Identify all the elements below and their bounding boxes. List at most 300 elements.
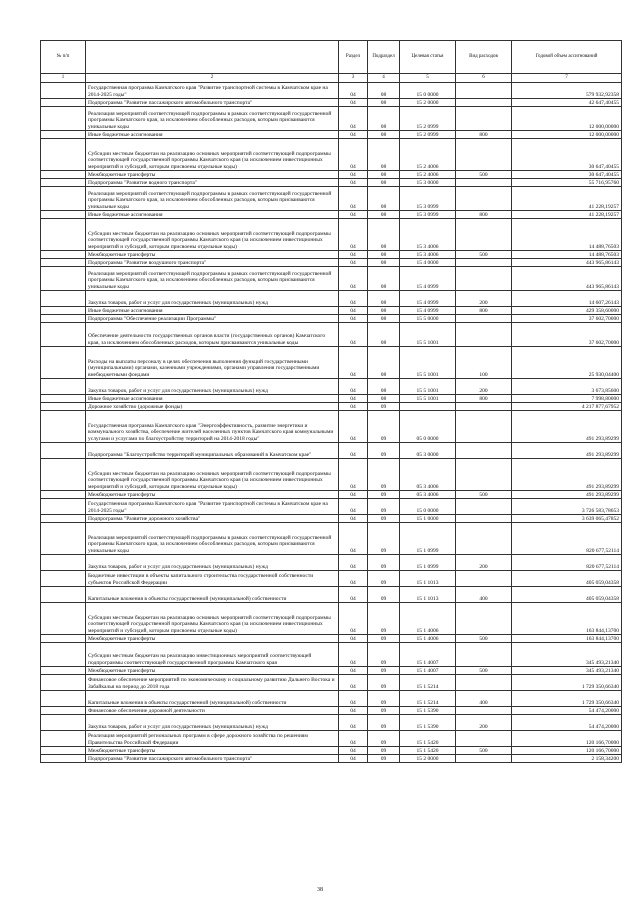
section-code: 04: [339, 83, 368, 99]
table-row: [41, 315, 622, 323]
row-number: [41, 523, 86, 555]
column-number: 2: [86, 74, 339, 83]
row-number: [41, 755, 86, 763]
target-item-code: 15 2 0000: [400, 99, 456, 107]
annual-amount: 3 673,85600: [512, 379, 622, 395]
row-number: [41, 587, 86, 603]
section-code: 04: [339, 323, 368, 347]
row-number: [41, 747, 86, 755]
section-code: 04: [339, 179, 368, 187]
annual-amount: 1 729 350,66340: [512, 691, 622, 707]
row-number: [41, 571, 86, 587]
target-item-code: 15 2 4006: [400, 171, 456, 179]
annual-amount: 491 293,89299: [512, 411, 622, 443]
subsection-code: 09: [368, 571, 400, 587]
annual-amount: 30 647,40455: [512, 139, 622, 171]
row-number: [41, 99, 86, 107]
table-row: [41, 635, 622, 643]
target-item-code: 15 2 0999: [400, 131, 456, 139]
expense-type-code: 200: [456, 555, 512, 571]
item-name: Межбюджетные трансферты: [86, 635, 339, 643]
budget-table: [40, 40, 622, 763]
item-name: Иные бюджетные ассигнования: [86, 307, 339, 315]
header-target-item: Целевая статья: [400, 41, 456, 74]
target-item-code: 15 5 1001: [400, 379, 456, 395]
item-name: Закупка товаров, работ и услуг для государственных (муниципальных) нужд: [86, 291, 339, 307]
expense-type-code: 400: [456, 691, 512, 707]
row-number: [41, 459, 86, 491]
expense-type-code: [456, 187, 512, 211]
expense-type-code: [456, 219, 512, 251]
subsection-code: 09: [368, 755, 400, 763]
row-number: [41, 107, 86, 131]
item-name: Субсидии местным бюджетам на реализацию основных мероприятий соответствующей подпрограммы соответствующей государственной программы Камчатского края (за исключением инвестиционных мероприятий и субсидий, которым присвоены отдельные коды): [86, 139, 339, 171]
item-name: Субсидии местным бюджетам на реализацию основных мероприятий соответствующей подпрограммы соответствующей государственной программы Камчатского края (за исключением инвестиционных мероприятий и субсидий, которым присвоены отдельные коды): [86, 219, 339, 251]
item-name: Реализация мероприятий соответствующей подпрограммы в рамках соответствующей государственной программы Камчатского края, за исключением обособленных расходов, которым присваиваются уникальные коды: [86, 187, 339, 211]
expense-type-code: 500: [456, 747, 512, 755]
annual-amount: 37 602,70000: [512, 323, 622, 347]
subsection-code: 09: [368, 635, 400, 643]
subsection-code: 09: [368, 603, 400, 635]
section-code: 04: [339, 211, 368, 219]
table-row: [41, 259, 622, 267]
target-item-code: 15 3 0999: [400, 211, 456, 219]
annual-amount: 491 293,89299: [512, 459, 622, 491]
target-item-code: [400, 403, 456, 411]
page-number: 38: [317, 887, 323, 893]
subsection-code: 09: [368, 491, 400, 499]
item-name: Реализация мероприятий соответствующей подпрограммы в рамках соответствующей государственной программы Камчатского края, за исключением обособленных расходов, которым присваиваются уникальные коды: [86, 267, 339, 291]
annual-amount: 491 293,89299: [512, 491, 622, 499]
expense-type-code: 500: [456, 491, 512, 499]
target-item-code: 05 3 4006: [400, 491, 456, 499]
section-code: 04: [339, 667, 368, 675]
expense-type-code: [456, 99, 512, 107]
subsection-code: 08: [368, 347, 400, 379]
table-row: [41, 587, 622, 603]
section-code: 04: [339, 395, 368, 403]
expense-type-code: [456, 755, 512, 763]
column-number-row: [41, 74, 622, 83]
subsection-code: 09: [368, 715, 400, 731]
target-item-code: 15 1 5420: [400, 747, 456, 755]
row-number: [41, 491, 86, 499]
row-number: [41, 323, 86, 347]
subsection-code: 08: [368, 131, 400, 139]
expense-type-code: [456, 675, 512, 691]
row-number: [41, 307, 86, 315]
column-number: 6: [456, 74, 512, 83]
expense-type-code: 500: [456, 635, 512, 643]
item-name: Иные бюджетные ассигнования: [86, 395, 339, 403]
expense-type-code: [456, 267, 512, 291]
table-row: [41, 179, 622, 187]
row-number: [41, 443, 86, 459]
item-name: Закупка товаров, работ и услуг для государственных (муниципальных) нужд: [86, 715, 339, 731]
row-number: [41, 667, 86, 675]
subsection-code: 09: [368, 515, 400, 523]
annual-amount: 429 358,60000: [512, 307, 622, 315]
target-item-code: 15 1 4007: [400, 667, 456, 675]
row-number: [41, 731, 86, 747]
expense-type-code: 800: [456, 395, 512, 403]
subsection-code: 08: [368, 171, 400, 179]
item-name: Реализация мероприятий региональных программ в сфере дорожного хозяйства по решениям Правительства Российской Федерации: [86, 731, 339, 747]
target-item-code: 15 3 0000: [400, 179, 456, 187]
section-code: 04: [339, 715, 368, 731]
item-name: Капитальные вложения в объекты государственной (муниципальной) собственности: [86, 691, 339, 707]
table-row: [41, 107, 622, 131]
section-code: 04: [339, 731, 368, 747]
row-number: [41, 707, 86, 715]
row-number: [41, 555, 86, 571]
table-row: [41, 707, 622, 715]
target-item-code: 15 3 4006: [400, 251, 456, 259]
section-code: 04: [339, 139, 368, 171]
table-row: [41, 643, 622, 667]
target-item-code: 15 4 0999: [400, 307, 456, 315]
subsection-code: 09: [368, 403, 400, 411]
subsection-code: 08: [368, 379, 400, 395]
target-item-code: 15 2 4006: [400, 139, 456, 171]
budget-table-sheet: [40, 40, 621, 763]
expense-type-code: [456, 603, 512, 635]
target-item-code: 15 1 5390: [400, 715, 456, 731]
expense-type-code: [456, 571, 512, 587]
subsection-code: 08: [368, 395, 400, 403]
expense-type-code: [456, 259, 512, 267]
section-code: 04: [339, 219, 368, 251]
item-name: Иные бюджетные ассигнования: [86, 211, 339, 219]
row-number: [41, 715, 86, 731]
subsection-code: 09: [368, 643, 400, 667]
item-name: Иные бюджетные ассигнования: [86, 131, 339, 139]
annual-amount: 41 228,19257: [512, 187, 622, 211]
item-name: Межбюджетные трансферты: [86, 667, 339, 675]
item-name: Межбюджетные трансферты: [86, 491, 339, 499]
target-item-code: 15 1 5390: [400, 707, 456, 715]
row-number: [41, 251, 86, 259]
header-section: Раздел: [339, 41, 368, 74]
expense-type-code: [456, 523, 512, 555]
table-row: [41, 491, 622, 499]
expense-type-code: 200: [456, 715, 512, 731]
annual-amount: 7 998,80000: [512, 395, 622, 403]
subsection-code: 08: [368, 251, 400, 259]
annual-amount: 405 059,04358: [512, 587, 622, 603]
table-row: [41, 523, 622, 555]
subsection-code: 08: [368, 107, 400, 131]
annual-amount: 12 000,00000: [512, 107, 622, 131]
subsection-code: 09: [368, 667, 400, 675]
annual-amount: 2 158,34200: [512, 755, 622, 763]
section-code: 04: [339, 267, 368, 291]
annual-amount: 345 493,21340: [512, 667, 622, 675]
table-row: [41, 603, 622, 635]
header-name: [86, 41, 339, 74]
expense-type-code: [456, 643, 512, 667]
target-item-code: 15 5 0000: [400, 315, 456, 323]
expense-type-code: 100: [456, 347, 512, 379]
target-item-code: 05 3 0000: [400, 443, 456, 459]
target-item-code: 15 0 0000: [400, 499, 456, 515]
annual-amount: 491 293,89299: [512, 443, 622, 459]
target-item-code: 15 1 1013: [400, 587, 456, 603]
annual-amount: 42 647,40455: [512, 99, 622, 107]
subsection-code: 08: [368, 259, 400, 267]
annual-amount: 37 602,70000: [512, 315, 622, 323]
subsection-code: 09: [368, 555, 400, 571]
annual-amount: 14 607,26143: [512, 291, 622, 307]
table-row: [41, 219, 622, 251]
annual-amount: 820 677,52114: [512, 555, 622, 571]
column-number: 1: [41, 74, 86, 83]
table-row: [41, 499, 622, 515]
subsection-code: 08: [368, 179, 400, 187]
row-number: [41, 139, 86, 171]
item-name: Закупка товаров, работ и услуг для государственных (муниципальных) нужд: [86, 379, 339, 395]
table-row: [41, 251, 622, 259]
table-row: [41, 731, 622, 747]
expense-type-code: [456, 315, 512, 323]
item-name: Подпрограмма "Благоустройство территорий муниципальных образований в Камчатском крае": [86, 443, 339, 459]
annual-amount: 443 965,86143: [512, 259, 622, 267]
column-number: 5: [400, 74, 456, 83]
subsection-code: 08: [368, 267, 400, 291]
table-row: [41, 515, 622, 523]
expense-type-code: [456, 107, 512, 131]
table-row: [41, 715, 622, 731]
item-name: Межбюджетные трансферты: [86, 747, 339, 755]
item-name: Государственная программа Камчатского края "Энергоэффективность, развитие энергетики и коммунального хозяйства, обеспечение жителей населенных пунктов Камчатского края коммунальными услугами и услугами по благоустройству территорий на 2014-2018 годы": [86, 411, 339, 443]
table-row: [41, 411, 622, 443]
target-item-code: 15 1 4006: [400, 603, 456, 635]
row-number: [41, 603, 86, 635]
expense-type-code: [456, 515, 512, 523]
table-row: [41, 347, 622, 379]
section-code: 04: [339, 491, 368, 499]
row-number: [41, 131, 86, 139]
expense-type-code: 500: [456, 667, 512, 675]
section-code: 04: [339, 99, 368, 107]
target-item-code: 15 1 1013: [400, 571, 456, 587]
row-number: [41, 83, 86, 99]
item-name: Межбюджетные трансферты: [86, 251, 339, 259]
section-code: 04: [339, 403, 368, 411]
annual-amount: 345 493,21340: [512, 643, 622, 667]
item-name: Обеспечение деятельности государственных органов власти (государственных органов) Камчатского края, за исключением обособленных расходов, которым присваиваются уникальные коды: [86, 323, 339, 347]
expense-type-code: [456, 731, 512, 747]
annual-amount: 25 930,04400: [512, 347, 622, 379]
subsection-code: 09: [368, 587, 400, 603]
expense-type-code: [456, 443, 512, 459]
row-number: [41, 219, 86, 251]
subsection-code: 08: [368, 291, 400, 307]
target-item-code: 15 1 0999: [400, 523, 456, 555]
row-number: [41, 347, 86, 379]
expense-type-code: [456, 83, 512, 99]
table-row: [41, 755, 622, 763]
annual-amount: 120 166,70000: [512, 747, 622, 755]
section-code: 04: [339, 587, 368, 603]
annual-amount: 163 844,13700: [512, 635, 622, 643]
row-number: [41, 291, 86, 307]
annual-amount: 54 474,20000: [512, 715, 622, 731]
section-code: 04: [339, 291, 368, 307]
target-item-code: 15 4 0000: [400, 259, 456, 267]
table-row: [41, 571, 622, 587]
section-code: 04: [339, 259, 368, 267]
target-item-code: 15 5 1001: [400, 323, 456, 347]
section-code: 04: [339, 523, 368, 555]
item-name: Капитальные вложения в объекты государственной (муниципальной) собственности: [86, 587, 339, 603]
table-row: [41, 747, 622, 755]
section-code: 04: [339, 675, 368, 691]
target-item-code: 15 2 0999: [400, 107, 456, 131]
subsection-code: 09: [368, 459, 400, 491]
item-name: Субсидии местным бюджетам на реализацию основных мероприятий соответствующей подпрограммы соответствующей государственной программы Камчатского края (за исключением инвестиционных мероприятий и субсидий, которым присвоены отдельные коды): [86, 603, 339, 635]
annual-amount: 3 639 065,47852: [512, 515, 622, 523]
table-row: [41, 395, 622, 403]
row-number: [41, 187, 86, 211]
section-code: 04: [339, 755, 368, 763]
table-row: [41, 691, 622, 707]
table-body: [41, 83, 622, 763]
section-code: 04: [339, 347, 368, 379]
section-code: 04: [339, 251, 368, 259]
row-number: [41, 515, 86, 523]
section-code: 04: [339, 131, 368, 139]
expense-type-code: [456, 323, 512, 347]
item-name: Межбюджетные трансферты: [86, 171, 339, 179]
section-code: 04: [339, 411, 368, 443]
target-item-code: 15 1 0999: [400, 555, 456, 571]
section-code: 04: [339, 571, 368, 587]
subsection-code: 08: [368, 211, 400, 219]
row-number: [41, 315, 86, 323]
item-name: Подпрограмма "Развитие пассажирского автомобильного транспорта": [86, 755, 339, 763]
target-item-code: 15 1 5214: [400, 691, 456, 707]
target-item-code: 15 2 0000: [400, 755, 456, 763]
row-number: [41, 267, 86, 291]
item-name: Реализация мероприятий соответствующей подпрограммы в рамках соответствующей государственной программы Камчатского края, за исключением обособленных расходов, которым присваиваются уникальные коды: [86, 107, 339, 131]
column-number: 7: [512, 74, 622, 83]
target-item-code: 15 1 0000: [400, 515, 456, 523]
row-number: [41, 675, 86, 691]
section-code: 04: [339, 107, 368, 131]
section-code: 04: [339, 635, 368, 643]
subsection-code: 09: [368, 675, 400, 691]
subsection-code: 09: [368, 731, 400, 747]
section-code: 04: [339, 315, 368, 323]
annual-amount: 120 166,70000: [512, 731, 622, 747]
section-code: 04: [339, 747, 368, 755]
item-name: Закупка товаров, работ и услуг для государственных (муниципальных) нужд: [86, 555, 339, 571]
table-row: [41, 267, 622, 291]
table-row: [41, 99, 622, 107]
annual-amount: 54 474,20000: [512, 707, 622, 715]
expense-type-code: 200: [456, 291, 512, 307]
header-annual-amount: Годовой объем ассигнований: [512, 41, 622, 74]
header-subsection: Подраздел: [368, 41, 400, 74]
section-code: 04: [339, 603, 368, 635]
annual-amount: 443 965,86143: [512, 267, 622, 291]
item-name: Расходы на выплаты персоналу в целях обеспечения выполнения функций государственными (муниципальными) органами, казенными учреждениями, органами управления государственными внебюджетными фондами: [86, 347, 339, 379]
target-item-code: 15 1 4006: [400, 635, 456, 643]
subsection-code: 09: [368, 691, 400, 707]
expense-type-code: [456, 459, 512, 491]
row-number: [41, 643, 86, 667]
item-name: Подпрограмма "Развитие пассажирского автомобильного транспорта": [86, 99, 339, 107]
expense-type-code: [456, 179, 512, 187]
table-row: [41, 139, 622, 171]
table-row: [41, 667, 622, 675]
annual-amount: 4 217 877,67952: [512, 403, 622, 411]
expense-type-code: 400: [456, 587, 512, 603]
row-number: [41, 379, 86, 395]
table-row: [41, 171, 622, 179]
section-code: 04: [339, 171, 368, 179]
table-row: [41, 323, 622, 347]
item-name: Реализация мероприятий соответствующей подпрограммы в рамках соответствующей государственной программы Камчатского края, за исключением обособленных расходов, которым присваиваются уникальные коды: [86, 523, 339, 555]
table-row: [41, 187, 622, 211]
table-row: [41, 379, 622, 395]
subsection-code: 08: [368, 315, 400, 323]
section-code: 04: [339, 307, 368, 315]
item-name: Подпрограмма "Развитие водного транспорта": [86, 179, 339, 187]
subsection-code: 08: [368, 99, 400, 107]
target-item-code: 15 1 5214: [400, 675, 456, 691]
row-number: [41, 635, 86, 643]
subsection-code: 08: [368, 307, 400, 315]
annual-amount: 14 488,76503: [512, 251, 622, 259]
subsection-code: 09: [368, 747, 400, 755]
item-name: Подпрограмма "Развитие воздушного транспорта": [86, 259, 339, 267]
column-number: 3: [339, 74, 368, 83]
subsection-code: 08: [368, 187, 400, 211]
expense-type-code: [456, 403, 512, 411]
subsection-code: 09: [368, 523, 400, 555]
expense-type-code: 500: [456, 251, 512, 259]
expense-type-code: 800: [456, 307, 512, 315]
item-name: Бюджетные инвестиции в объекты капитального строительства государственной собственности субъектов Российской Федерации: [86, 571, 339, 587]
subsection-code: 09: [368, 707, 400, 715]
expense-type-code: 500: [456, 171, 512, 179]
table-row: [41, 555, 622, 571]
annual-amount: 579 932,92358: [512, 83, 622, 99]
subsection-code: 09: [368, 499, 400, 515]
annual-amount: 41 228,19257: [512, 211, 622, 219]
table-row: [41, 83, 622, 99]
table-row: [41, 307, 622, 315]
target-item-code: 15 1 5420: [400, 731, 456, 747]
expense-type-code: [456, 139, 512, 171]
target-item-code: 15 0 0000: [400, 83, 456, 99]
subsection-code: 09: [368, 443, 400, 459]
target-item-code: 15 1 4007: [400, 643, 456, 667]
table-row: [41, 403, 622, 411]
row-number: [41, 179, 86, 187]
item-name: Государственная программа Камчатского края "Развитие транспортной системы в Камчатском крае на 2014-2025 годы": [86, 499, 339, 515]
expense-type-code: [456, 707, 512, 715]
section-code: 04: [339, 691, 368, 707]
target-item-code: 15 5 1001: [400, 395, 456, 403]
row-number: [41, 499, 86, 515]
subsection-code: 08: [368, 219, 400, 251]
expense-type-code: [456, 411, 512, 443]
target-item-code: 15 3 0999: [400, 187, 456, 211]
expense-type-code: 800: [456, 211, 512, 219]
